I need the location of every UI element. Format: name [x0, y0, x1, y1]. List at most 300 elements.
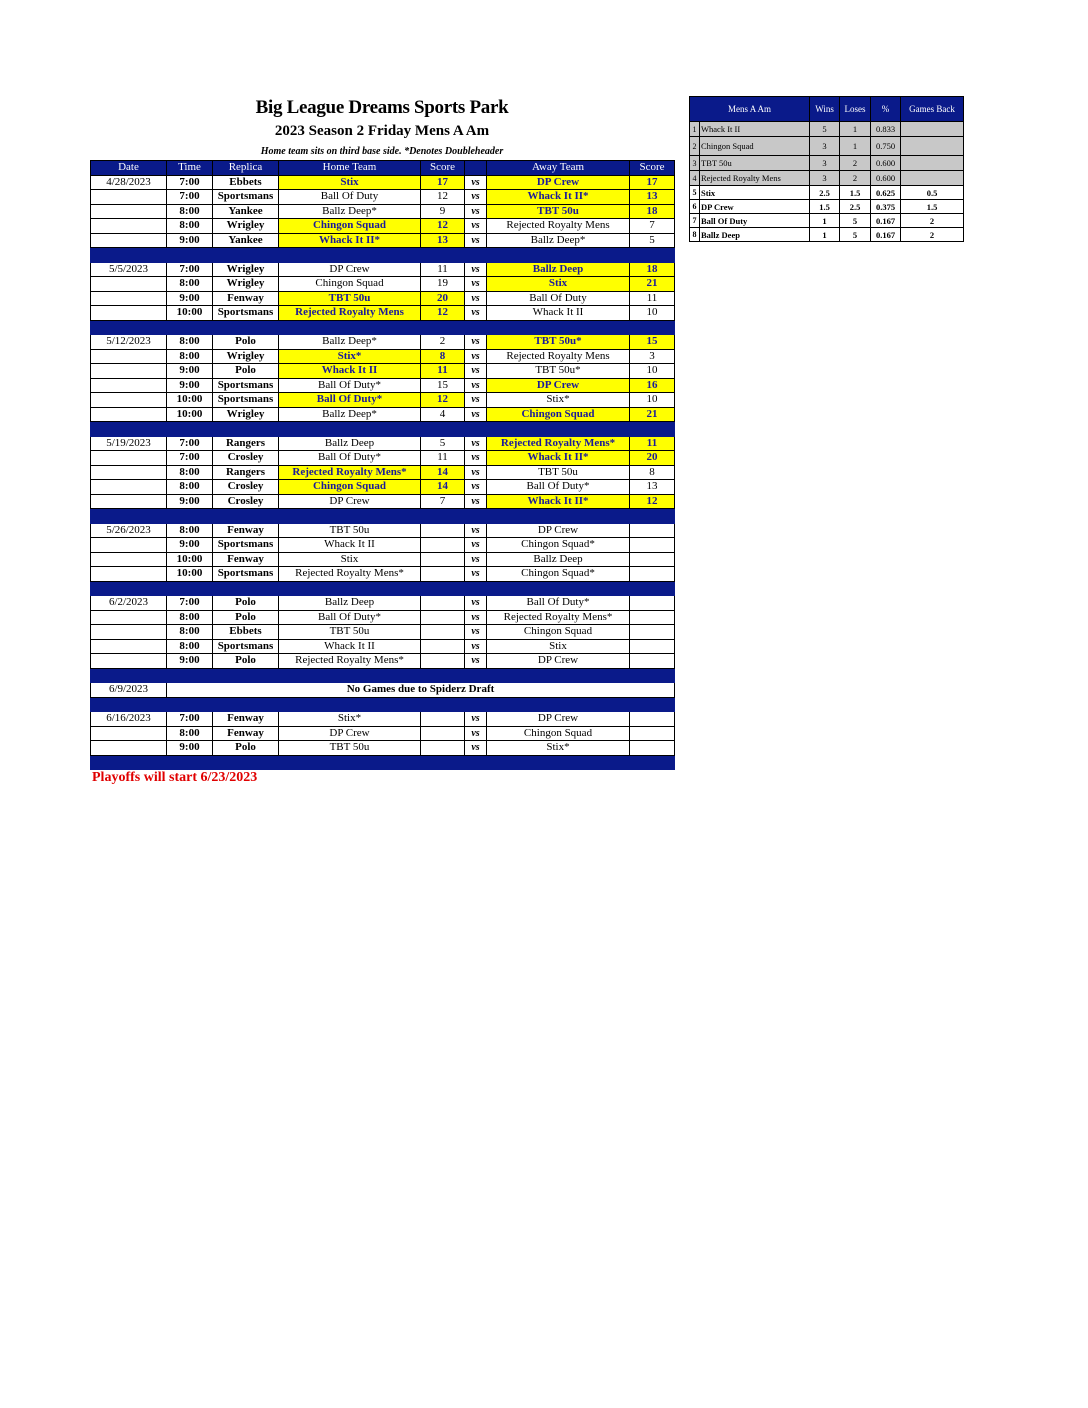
home-score: 12 — [421, 190, 465, 205]
separator-cell — [630, 422, 675, 437]
away-team: Rejected Royalty Mens — [487, 349, 630, 364]
team-wins: 1.5 — [810, 200, 840, 214]
separator-cell — [279, 668, 421, 683]
game-row — [91, 393, 675, 408]
home-team: Ballz Deep — [279, 596, 421, 611]
team-wins: 3 — [810, 171, 840, 186]
team-wins: 2.5 — [810, 186, 840, 200]
home-team: TBT 50u — [279, 625, 421, 640]
separator-cell — [421, 248, 465, 263]
game-date — [91, 654, 167, 669]
game-date: 6/16/2023 — [91, 712, 167, 727]
game-time: 8:00 — [167, 480, 213, 495]
game-time: 7:00 — [167, 436, 213, 451]
standings-division: Mens A Am — [690, 97, 810, 122]
game-time: 10:00 — [167, 407, 213, 422]
home-team: Chingon Squad — [279, 277, 421, 292]
away-team: Whack It II* — [487, 494, 630, 509]
game-field: Fenway — [213, 712, 279, 727]
away-team: Chingon Squad — [487, 625, 630, 640]
game-row — [91, 262, 675, 277]
away-team: DP Crew — [487, 654, 630, 669]
game-field: Polo — [213, 654, 279, 669]
separator-cell — [213, 422, 279, 437]
game-row — [91, 465, 675, 480]
game-row — [91, 741, 675, 756]
game-date — [91, 219, 167, 234]
home-score — [421, 610, 465, 625]
team-games-back — [901, 156, 964, 171]
col-date: Date — [91, 161, 167, 176]
game-row — [91, 233, 675, 248]
game-field: Wrigley — [213, 277, 279, 292]
game-time: 8:00 — [167, 625, 213, 640]
away-team: Stix — [487, 639, 630, 654]
game-time: 8:00 — [167, 335, 213, 350]
separator-cell — [630, 755, 675, 770]
away-team: DP Crew — [487, 712, 630, 727]
away-team: Chingon Squad* — [487, 567, 630, 582]
separator-cell — [279, 248, 421, 263]
separator-cell — [487, 581, 630, 596]
team-games-back: 2 — [901, 228, 964, 242]
home-team: Rejected Royalty Mens* — [279, 567, 421, 582]
game-date — [91, 393, 167, 408]
game-field: Sportsmans — [213, 190, 279, 205]
separator-cell — [213, 581, 279, 596]
separator-cell — [91, 755, 167, 770]
game-field: Fenway — [213, 552, 279, 567]
home-team: DP Crew — [279, 726, 421, 741]
away-team: Rejected Royalty Mens* — [487, 610, 630, 625]
away-score — [630, 523, 675, 538]
vs-label: vs — [465, 567, 487, 582]
separator-cell — [465, 755, 487, 770]
team-games-back — [901, 137, 964, 156]
schedule-header-row — [91, 161, 675, 176]
team-loses: 2.5 — [840, 200, 871, 214]
team-name: Ballz Deep — [700, 228, 810, 242]
vs-label: vs — [465, 596, 487, 611]
week-separator — [91, 697, 675, 712]
team-games-back: 2 — [901, 214, 964, 228]
team-pct: 0.375 — [871, 200, 901, 214]
game-field: Ebbets — [213, 625, 279, 640]
game-row — [91, 175, 675, 190]
home-team: TBT 50u — [279, 741, 421, 756]
game-row — [91, 378, 675, 393]
game-row — [91, 494, 675, 509]
game-row — [91, 625, 675, 640]
game-time: 8:00 — [167, 610, 213, 625]
game-date — [91, 726, 167, 741]
page-title: Big League Dreams Sports Park — [255, 97, 509, 118]
game-field: Ebbets — [213, 175, 279, 190]
team-pct: 0.833 — [871, 122, 901, 137]
home-team: Stix* — [279, 712, 421, 727]
team-rank: 2 — [690, 137, 700, 156]
separator-cell — [91, 422, 167, 437]
team-rank: 5 — [690, 186, 700, 200]
game-date — [91, 277, 167, 292]
away-team: DP Crew — [487, 175, 630, 190]
home-score: 11 — [421, 364, 465, 379]
vs-label: vs — [465, 393, 487, 408]
game-row — [91, 596, 675, 611]
home-team: DP Crew — [279, 262, 421, 277]
separator-cell — [465, 320, 487, 335]
team-name: DP Crew — [700, 200, 810, 214]
game-row — [91, 306, 675, 321]
game-date — [91, 407, 167, 422]
separator-cell — [91, 668, 167, 683]
team-loses: 1 — [840, 122, 871, 137]
week-separator — [91, 422, 675, 437]
standings-col-games-back: Games Back — [901, 97, 964, 122]
home-score: 15 — [421, 378, 465, 393]
game-row — [91, 277, 675, 292]
standings-col-pct: % — [871, 97, 901, 122]
team-loses: 2 — [840, 156, 871, 171]
team-loses: 5 — [840, 214, 871, 228]
no-games-notice: No Games due to Spiderz Draft — [167, 683, 675, 698]
home-team: TBT 50u — [279, 291, 421, 306]
away-team: Chingon Squad — [487, 407, 630, 422]
home-team: Stix — [279, 552, 421, 567]
team-wins: 3 — [810, 156, 840, 171]
team-wins: 5 — [810, 122, 840, 137]
game-row — [91, 538, 675, 553]
vs-label: vs — [465, 262, 487, 277]
away-team: Rejected Royalty Mens* — [487, 436, 630, 451]
away-score: 3 — [630, 349, 675, 364]
team-pct: 0.625 — [871, 186, 901, 200]
vs-label: vs — [465, 306, 487, 321]
home-score: 20 — [421, 291, 465, 306]
home-score — [421, 523, 465, 538]
game-time: 7:00 — [167, 451, 213, 466]
away-score — [630, 610, 675, 625]
home-score: 5 — [421, 436, 465, 451]
vs-label: vs — [465, 610, 487, 625]
separator-cell — [213, 248, 279, 263]
home-score: 12 — [421, 393, 465, 408]
standings-col-wins: Wins — [810, 97, 840, 122]
separator-cell — [421, 320, 465, 335]
standings-body — [690, 122, 964, 242]
separator-cell — [630, 509, 675, 524]
vs-label: vs — [465, 407, 487, 422]
game-date: 5/5/2023 — [91, 262, 167, 277]
game-time: 9:00 — [167, 364, 213, 379]
home-score — [421, 596, 465, 611]
separator-cell — [167, 509, 213, 524]
away-team: TBT 50u* — [487, 364, 630, 379]
away-score: 12 — [630, 494, 675, 509]
away-team: Rejected Royalty Mens — [487, 219, 630, 234]
week-separator — [91, 320, 675, 335]
separator-cell — [630, 320, 675, 335]
game-date: 6/2/2023 — [91, 596, 167, 611]
home-score — [421, 552, 465, 567]
separator-cell — [213, 668, 279, 683]
away-team: Stix* — [487, 393, 630, 408]
team-pct: 0.750 — [871, 137, 901, 156]
away-score: 16 — [630, 378, 675, 393]
game-field: Fenway — [213, 523, 279, 538]
separator-cell — [421, 581, 465, 596]
away-score — [630, 538, 675, 553]
game-time: 7:00 — [167, 596, 213, 611]
vs-label: vs — [465, 190, 487, 205]
home-team: Whack It II — [279, 538, 421, 553]
vs-label: vs — [465, 494, 487, 509]
game-row — [91, 204, 675, 219]
standings-row — [690, 122, 964, 137]
standings-row — [690, 228, 964, 242]
away-team: Ball Of Duty* — [487, 480, 630, 495]
game-date — [91, 741, 167, 756]
game-date — [91, 494, 167, 509]
vs-label: vs — [465, 219, 487, 234]
home-team: Ballz Deep* — [279, 335, 421, 350]
game-date — [91, 190, 167, 205]
home-score: 11 — [421, 451, 465, 466]
team-name: Rejected Royalty Mens — [700, 171, 810, 186]
vs-label: vs — [465, 552, 487, 567]
game-time: 9:00 — [167, 538, 213, 553]
away-team: TBT 50u* — [487, 335, 630, 350]
home-team: Rejected Royalty Mens — [279, 306, 421, 321]
separator-cell — [91, 320, 167, 335]
standings-row — [690, 137, 964, 156]
away-score — [630, 639, 675, 654]
separator-cell — [279, 422, 421, 437]
game-field: Sportsmans — [213, 538, 279, 553]
away-team: Ball Of Duty — [487, 291, 630, 306]
home-team: Stix — [279, 175, 421, 190]
home-team: Whack It II* — [279, 233, 421, 248]
separator-cell — [487, 755, 630, 770]
game-row — [91, 364, 675, 379]
away-score — [630, 552, 675, 567]
game-field: Fenway — [213, 291, 279, 306]
home-team: Ball Of Duty* — [279, 610, 421, 625]
team-name: TBT 50u — [700, 156, 810, 171]
home-score — [421, 538, 465, 553]
week-separator — [91, 509, 675, 524]
team-wins: 1 — [810, 214, 840, 228]
vs-label: vs — [465, 480, 487, 495]
game-time: 9:00 — [167, 233, 213, 248]
team-rank: 8 — [690, 228, 700, 242]
separator-cell — [167, 422, 213, 437]
home-team: Whack It II — [279, 364, 421, 379]
separator-cell — [279, 581, 421, 596]
separator-cell — [465, 697, 487, 712]
game-time: 9:00 — [167, 494, 213, 509]
away-score — [630, 726, 675, 741]
away-score — [630, 712, 675, 727]
home-score: 2 — [421, 335, 465, 350]
game-time: 7:00 — [167, 190, 213, 205]
home-score: 17 — [421, 175, 465, 190]
away-team: Ballz Deep — [487, 262, 630, 277]
vs-label: vs — [465, 175, 487, 190]
away-team: Ball Of Duty* — [487, 596, 630, 611]
game-field: Wrigley — [213, 349, 279, 364]
game-date — [91, 538, 167, 553]
separator-cell — [167, 320, 213, 335]
team-name: Ball Of Duty — [700, 214, 810, 228]
vs-label: vs — [465, 436, 487, 451]
game-time: 10:00 — [167, 393, 213, 408]
home-team: Ball Of Duty* — [279, 393, 421, 408]
separator-cell — [279, 320, 421, 335]
team-wins: 1 — [810, 228, 840, 242]
game-row — [91, 639, 675, 654]
game-field: Crosley — [213, 480, 279, 495]
game-field: Rangers — [213, 465, 279, 480]
separator-cell — [213, 755, 279, 770]
game-field: Yankee — [213, 204, 279, 219]
team-games-back: 1.5 — [901, 200, 964, 214]
game-time: 8:00 — [167, 523, 213, 538]
game-field: Polo — [213, 335, 279, 350]
separator-cell — [630, 668, 675, 683]
away-score: 15 — [630, 335, 675, 350]
separator-cell — [487, 248, 630, 263]
away-score — [630, 625, 675, 640]
game-time: 7:00 — [167, 262, 213, 277]
separator-cell — [630, 248, 675, 263]
col-away-team: Away Team — [487, 161, 630, 176]
home-team: DP Crew — [279, 494, 421, 509]
home-team: Rejected Royalty Mens* — [279, 465, 421, 480]
home-team: Whack It II — [279, 639, 421, 654]
vs-label: vs — [465, 233, 487, 248]
vs-label: vs — [465, 349, 487, 364]
away-team: Ballz Deep — [487, 552, 630, 567]
game-time: 8:00 — [167, 726, 213, 741]
vs-label: vs — [465, 277, 487, 292]
away-score: 20 — [630, 451, 675, 466]
away-team: TBT 50u — [487, 204, 630, 219]
vs-label: vs — [465, 378, 487, 393]
team-games-back: 0.5 — [901, 186, 964, 200]
away-team: TBT 50u — [487, 465, 630, 480]
separator-cell — [630, 697, 675, 712]
away-team: Stix* — [487, 741, 630, 756]
game-field: Yankee — [213, 233, 279, 248]
team-name: Stix — [700, 186, 810, 200]
away-team: Chingon Squad* — [487, 538, 630, 553]
home-score — [421, 654, 465, 669]
game-time: 9:00 — [167, 378, 213, 393]
game-date — [91, 306, 167, 321]
game-time: 10:00 — [167, 306, 213, 321]
team-loses: 1.5 — [840, 186, 871, 200]
home-team: Ballz Deep* — [279, 204, 421, 219]
away-team: DP Crew — [487, 523, 630, 538]
away-score — [630, 654, 675, 669]
home-team: Ball Of Duty* — [279, 451, 421, 466]
game-field: Wrigley — [213, 407, 279, 422]
game-date — [91, 451, 167, 466]
away-team: Whack It II* — [487, 190, 630, 205]
header-note: Home team sits on third base side. *Denotes Doubleheader — [260, 146, 504, 157]
vs-label: vs — [465, 726, 487, 741]
vs-label: vs — [465, 639, 487, 654]
away-team: Whack It II — [487, 306, 630, 321]
away-score — [630, 596, 675, 611]
team-wins: 3 — [810, 137, 840, 156]
vs-label: vs — [465, 204, 487, 219]
vs-label: vs — [465, 654, 487, 669]
standings-row — [690, 186, 964, 200]
home-score — [421, 741, 465, 756]
vs-label: vs — [465, 538, 487, 553]
game-date: 5/12/2023 — [91, 335, 167, 350]
away-score: 13 — [630, 480, 675, 495]
game-date — [91, 610, 167, 625]
home-score: 14 — [421, 480, 465, 495]
game-time: 9:00 — [167, 741, 213, 756]
game-time: 9:00 — [167, 291, 213, 306]
game-row — [91, 610, 675, 625]
vs-label: vs — [465, 335, 487, 350]
game-date: 5/26/2023 — [91, 523, 167, 538]
game-row — [91, 523, 675, 538]
page-header — [90, 96, 674, 160]
game-row — [91, 436, 675, 451]
game-field: Wrigley — [213, 262, 279, 277]
col-replica: Replica — [213, 161, 279, 176]
game-date — [91, 291, 167, 306]
home-team: Chingon Squad — [279, 480, 421, 495]
game-field: Polo — [213, 364, 279, 379]
game-date — [91, 465, 167, 480]
game-time: 7:00 — [167, 712, 213, 727]
away-score — [630, 567, 675, 582]
game-time: 8:00 — [167, 465, 213, 480]
team-games-back — [901, 122, 964, 137]
game-row — [91, 480, 675, 495]
schedule-body — [91, 175, 675, 770]
page-subtitle: 2023 Season 2 Friday Mens A Am — [274, 123, 490, 139]
game-date — [91, 204, 167, 219]
team-pct: 0.600 — [871, 156, 901, 171]
game-row — [91, 552, 675, 567]
away-score — [630, 741, 675, 756]
game-field: Wrigley — [213, 219, 279, 234]
home-score: 9 — [421, 204, 465, 219]
home-score: 4 — [421, 407, 465, 422]
home-score: 12 — [421, 219, 465, 234]
schedule-table — [90, 160, 675, 770]
separator-cell — [487, 509, 630, 524]
home-team: Ballz Deep* — [279, 407, 421, 422]
team-pct: 0.600 — [871, 171, 901, 186]
game-time: 8:00 — [167, 204, 213, 219]
home-team: Rejected Royalty Mens* — [279, 654, 421, 669]
team-loses: 1 — [840, 137, 871, 156]
home-team: Chingon Squad — [279, 219, 421, 234]
game-field: Polo — [213, 610, 279, 625]
game-field: Sportsmans — [213, 378, 279, 393]
away-score: 17 — [630, 175, 675, 190]
away-score: 10 — [630, 393, 675, 408]
